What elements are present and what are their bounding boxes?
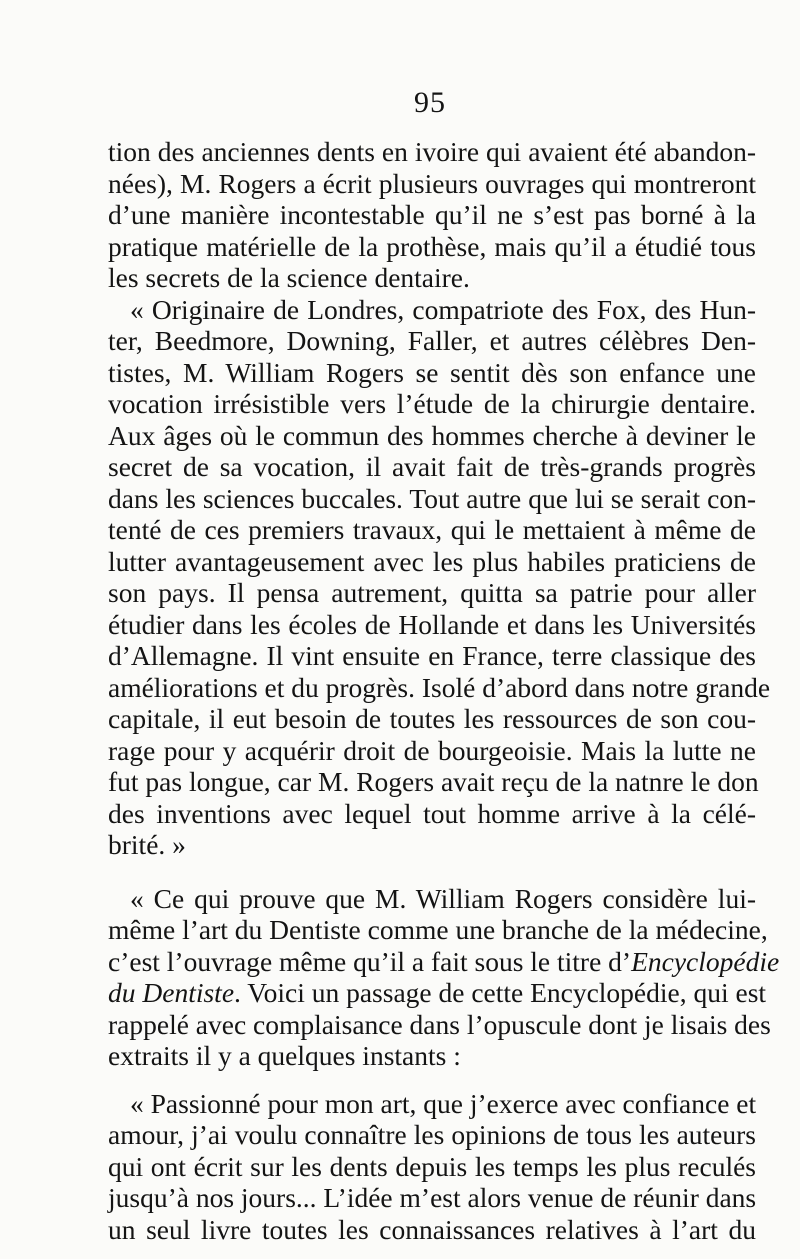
text-line: pratique matérielle de la prothèse, mais qu’il a étudié tous — [108, 230, 756, 262]
italic-title: Encyclopédie — [631, 945, 780, 977]
paragraph-2 — [108, 293, 771, 861]
text-line — [108, 977, 767, 1009]
text-line: amour, j’ai voulu connaître les opinions de tous les auteurs — [108, 1119, 756, 1150]
text-line: tion des anciennes dents en ivoire qui avaient été abandon- — [108, 136, 756, 167]
text-line: rage pour y acquérir droit de bourgeoisie. Mais la lutte ne — [108, 734, 756, 766]
text-line: des inventions avec lequel tout homme arrive à la célé- — [108, 797, 756, 829]
text-line: « Passionné pour mon art, que j’exerce avec confiance et — [130, 1087, 757, 1119]
text-line: « Ce qui prouve que M. William Rogers considère lui- — [130, 882, 756, 914]
italic-title: du Dentiste — [108, 977, 235, 1008]
text-line: vocation irrésistible vers l’étude de la chirurgie dentaire. — [108, 388, 756, 419]
paragraph-4 — [108, 1088, 756, 1246]
text-line: fut pas longue, car M. Rogers avait reçu de la natnre le don — [108, 766, 759, 797]
text-line: capitale, il eut besoin de toutes les ressources de son cou- — [108, 703, 756, 734]
text-line: d’une manière incontestable qu’il ne s’est pas borné à la — [108, 199, 756, 230]
text-line: tenté de ces premiers travaux, qui le mettaient à même de — [108, 514, 756, 545]
text-line: jusqu’à nos jours... L’idée m’est alors venue de réunir dans — [108, 1182, 757, 1213]
text-line: étudier dans les écoles de Hollande et dans les Universités — [108, 608, 756, 640]
paragraph-gap — [108, 1072, 756, 1088]
text-line: un seul livre toutes les connaissances relatives à l’art du — [108, 1213, 756, 1245]
text-line: extraits il y a quelques instants : — [108, 1040, 461, 1071]
text-line: d’Allemagne. Il vint ensuite en France, terre classique des — [108, 640, 756, 671]
paragraph-3 — [108, 882, 780, 1072]
page-number: 95 — [414, 86, 446, 119]
text-line: Aux âges où le commun des hommes cherche à deviner le — [108, 419, 756, 451]
text-line: les secrets de la science dentaire. — [108, 262, 470, 293]
text-line: secret de sa vocation, il avait fait de très-grands progrès — [108, 451, 756, 482]
text-line-with-title — [108, 945, 780, 978]
text-line: son pays. Il pensa autrement, quitta sa patrie pour aller — [108, 577, 756, 608]
text-segment: . Voici un passage de cette Encyclopédie, qui est — [234, 977, 767, 1008]
text-line: nées), M. Rogers a écrit plusieurs ouvrages qui montreront — [108, 167, 756, 199]
paragraph-gap — [108, 861, 756, 883]
text-line: « Originaire de Londres, compatriote des Fox, des Hun- — [130, 293, 756, 325]
text-line: tistes, M. William Rogers se sentit dès son enfance une — [108, 356, 756, 388]
text-line: qui ont écrit sur les dents depuis les temps les plus reculés — [108, 1150, 756, 1182]
text-line: même l’art du Dentiste comme une branche de la médecine, — [108, 914, 768, 945]
body-text — [108, 136, 780, 1245]
text-line: ter, Beedmore, Downing, Faller, et autres célèbres Den- — [108, 325, 756, 356]
text-line: améliorations et du progrès. Isolé d’abord dans notre grande — [108, 671, 771, 703]
text-line: rappelé avec complaisance dans l’opuscule dont je lisais des — [108, 1008, 771, 1040]
text-line: lutter avantageusement avec les plus habiles praticiens de — [108, 545, 756, 577]
text-segment: c’est l’ouvrage même qu’il a fait sous le titre d’ — [108, 945, 632, 977]
text-line: dans les sciences buccales. Tout autre que lui se serait con- — [108, 482, 756, 514]
paragraph-1 — [108, 136, 756, 294]
text-line: brité. » — [108, 829, 186, 860]
